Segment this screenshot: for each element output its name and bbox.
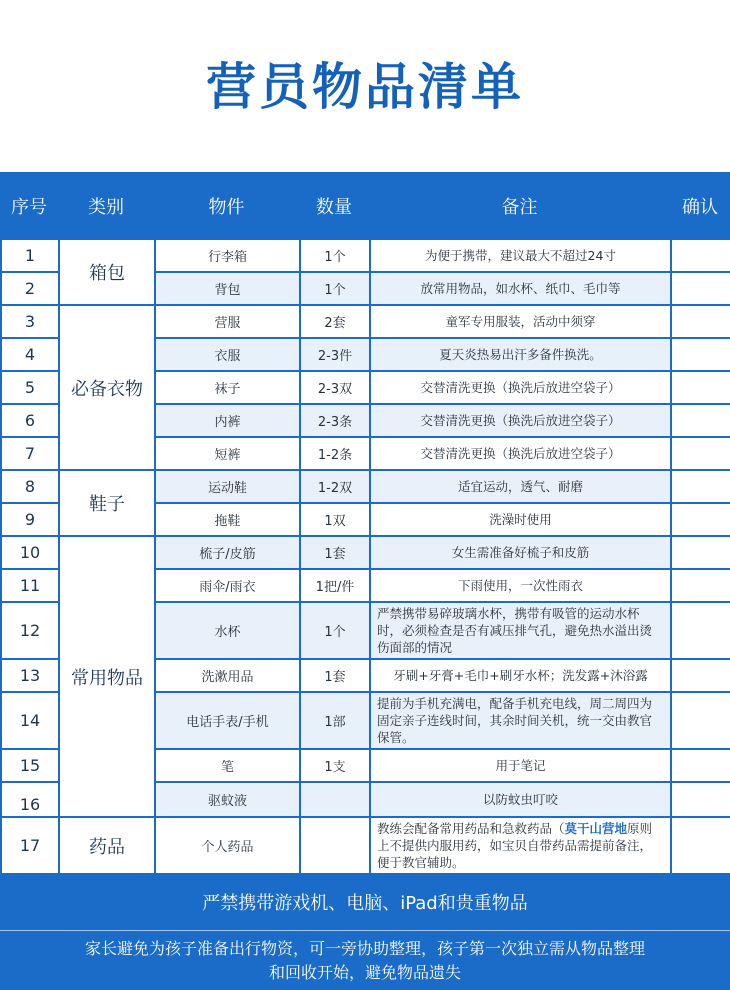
confirm-cell[interactable]	[671, 692, 730, 749]
confirm-cell[interactable]	[671, 749, 730, 782]
table-row	[1, 470, 730, 503]
footer-warning: 严禁携带游戏机、电脑、iPad和贵重物品	[202, 893, 528, 914]
items-table	[0, 238, 730, 875]
item-cell: 洗漱用品	[155, 659, 300, 692]
page-title: 营员物品清单	[206, 58, 524, 116]
qty-cell: 2套	[300, 305, 370, 338]
header-confirm: 确认	[682, 197, 718, 218]
footer-note-line: 和回收开始，避免物品遗失	[268, 963, 461, 982]
confirm-cell[interactable]	[671, 305, 730, 338]
row-no: 1	[1, 239, 59, 272]
category-cell: 箱包	[59, 239, 155, 305]
note-cell: 童军专用服装，活动中须穿	[370, 305, 671, 338]
confirm-cell[interactable]	[671, 503, 730, 536]
note-cell: 夏天炎热易出汗多备件换洗。	[370, 338, 671, 371]
item-cell: 水杯	[155, 602, 300, 659]
confirm-cell[interactable]	[671, 338, 730, 371]
header-qty: 数量	[316, 197, 352, 218]
note-cell: 提前为手机充满电，配备手机充电线，周二周四为固定亲子连线时间，其余时间关机，统一交由教官保管。	[370, 692, 671, 749]
footer-divider	[0, 930, 730, 931]
qty-cell: 1支	[300, 749, 370, 782]
row-no: 3	[1, 305, 59, 338]
footer-note-line: 家长避免为孩子准备出行物资，可一旁协助整理，孩子第一次独立需从物品整理	[84, 939, 645, 958]
item-cell: 衣服	[155, 338, 300, 371]
qty-cell: 1个	[300, 272, 370, 305]
header-note: 备注	[501, 197, 538, 218]
note-cell: 交替清洗更换（换洗后放进空袋子）	[370, 404, 671, 437]
row-no: 7	[1, 437, 59, 470]
item-cell: 拖鞋	[155, 503, 300, 536]
confirm-cell[interactable]	[671, 371, 730, 404]
note-cell	[370, 817, 671, 874]
qty-cell: 1个	[300, 602, 370, 659]
row-no: 10	[1, 536, 59, 569]
row-no: 2	[1, 272, 59, 305]
category-cell: 常用物品	[59, 536, 155, 817]
confirm-cell[interactable]	[671, 239, 730, 272]
row-no: 15	[1, 749, 59, 782]
row-no: 12	[1, 602, 59, 659]
confirm-cell[interactable]	[671, 782, 730, 817]
table-row	[1, 817, 730, 874]
row-no: 6	[1, 404, 59, 437]
header-item: 物件	[208, 197, 245, 218]
confirm-cell[interactable]	[671, 404, 730, 437]
qty-cell: 1把/件	[300, 569, 370, 602]
table-row	[1, 239, 730, 272]
note-cell: 为便于携带，建议最大不超过24寸	[370, 239, 671, 272]
row-no: 16	[1, 782, 59, 817]
item-cell: 短裤	[155, 437, 300, 470]
item-cell: 雨伞/雨衣	[155, 569, 300, 602]
qty-cell: 2-3双	[300, 371, 370, 404]
item-cell: 驱蚊液	[155, 782, 300, 817]
qty-cell: 1部	[300, 692, 370, 749]
item-cell: 电话手表/手机	[155, 692, 300, 749]
note-cell: 用于笔记	[370, 749, 671, 782]
category-cell: 药品	[59, 817, 155, 874]
note-highlight: 莫干山营地	[564, 821, 628, 836]
table-header	[0, 172, 730, 238]
item-cell: 个人药品	[155, 817, 300, 874]
header-no: 序号	[11, 197, 47, 218]
note-cell: 放常用物品，如水杯、纸巾、毛巾等	[370, 272, 671, 305]
confirm-cell[interactable]	[671, 659, 730, 692]
table-row	[1, 305, 730, 338]
confirm-cell[interactable]	[671, 536, 730, 569]
item-cell: 运动鞋	[155, 470, 300, 503]
note-cell: 下雨使用，一次性雨衣	[370, 569, 671, 602]
item-cell: 内裤	[155, 404, 300, 437]
note-cell: 女生需准备好梳子和皮筋	[370, 536, 671, 569]
note-cell: 以防蚊虫叮咬	[370, 782, 671, 817]
table-row	[1, 536, 730, 569]
item-cell: 背包	[155, 272, 300, 305]
qty-cell: 1-2双	[300, 470, 370, 503]
item-cell: 行李箱	[155, 239, 300, 272]
item-cell: 笔	[155, 749, 300, 782]
note-text: 原则上不提供内服用药，如宝贝自带药品需提前备注，便于教官辅助。	[377, 821, 653, 870]
category-cell: 必备衣物	[59, 305, 155, 470]
qty-cell: 1套	[300, 659, 370, 692]
qty-cell: 1-2条	[300, 437, 370, 470]
row-no: 5	[1, 371, 59, 404]
confirm-cell[interactable]	[671, 437, 730, 470]
row-no: 17	[1, 817, 59, 874]
row-no: 14	[1, 692, 59, 749]
row-no: 4	[1, 338, 59, 371]
item-cell: 梳子/皮筋	[155, 536, 300, 569]
category-cell: 鞋子	[59, 470, 155, 536]
qty-cell: 1套	[300, 536, 370, 569]
confirm-cell[interactable]	[671, 569, 730, 602]
footer-note	[0, 937, 730, 985]
row-no: 13	[1, 659, 59, 692]
note-text: 教练会配备常用药品和急救药品（	[377, 821, 565, 836]
note-cell: 牙刷+牙膏+毛巾+刷牙水杯；洗发露+沐浴露	[370, 659, 671, 692]
note-cell: 交替清洗更换（换洗后放进空袋子）	[370, 371, 671, 404]
row-no: 11	[1, 569, 59, 602]
qty-cell: 2-3条	[300, 404, 370, 437]
note-cell: 交替清洗更换（换洗后放进空袋子）	[370, 437, 671, 470]
row-no: 8	[1, 470, 59, 503]
confirm-cell[interactable]	[671, 272, 730, 305]
qty-cell	[300, 817, 370, 874]
qty-cell: 2-3件	[300, 338, 370, 371]
row-no: 9	[1, 503, 59, 536]
note-cell: 严禁携带易碎玻璃水杯，携带有吸管的运动水杯时，必须检查是否有减压排气孔，避免热水溢出烫伤面部的情况	[370, 602, 671, 659]
note-cell: 洗澡时使用	[370, 503, 671, 536]
qty-cell: 1个	[300, 239, 370, 272]
qty-cell	[300, 782, 370, 817]
item-cell: 营服	[155, 305, 300, 338]
confirm-cell[interactable]	[671, 470, 730, 503]
confirm-cell[interactable]	[671, 602, 730, 659]
header-category: 类别	[88, 197, 124, 218]
qty-cell: 1双	[300, 503, 370, 536]
confirm-cell[interactable]	[671, 817, 730, 874]
item-cell: 袜子	[155, 371, 300, 404]
note-cell: 适宜运动，透气、耐磨	[370, 470, 671, 503]
